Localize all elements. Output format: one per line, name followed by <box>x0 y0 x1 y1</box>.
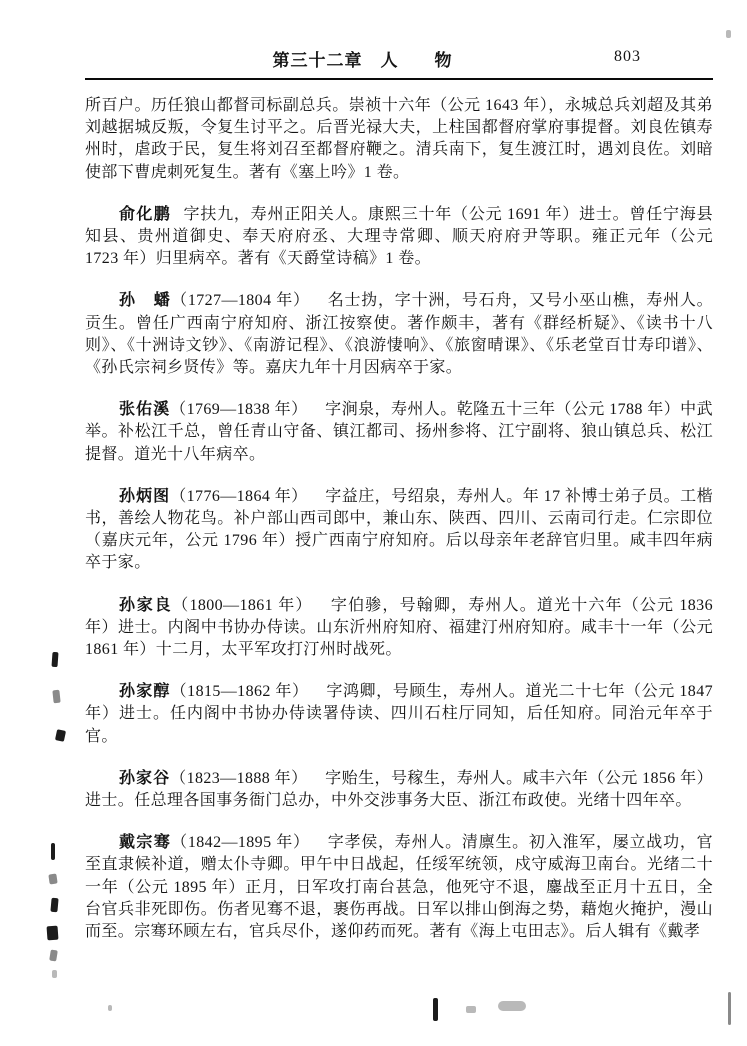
entry-text: 字孝侯，寿州人。清廪生。初入淮军，屡立战功，官至直隶候补道，赠太仆寺卿。甲午中日战起，任绥军统领，戍守威海卫南台。光绪二十一年（公元 1895 年）正月，日军攻打南台甚急，他死守不退，鏖战至正月十五日，全台官兵非死即伤。伤者见骞不退，裹伤再战。日军以排山倒海之势，藉炮火掩护，漫山而至。宗骞环顾左右，官兵尽仆，遂仰药而死。著有《海上屯田志》。后人辑有《戴孝 <box>85 834 713 941</box>
entry-years: （1815—1862 年） <box>170 683 309 701</box>
entry-paragraph-sunbingtu <box>85 486 713 575</box>
entry-name: 孙家醇 <box>119 683 171 701</box>
entry-years: （1800—1861 年） <box>172 596 313 614</box>
entry-years: （1823—1888 年） <box>170 769 308 787</box>
paragraph-text: 所百户。历任狼山都督司标副总兵。崇祯十六年（公元 1643 年），永城总兵刘超及其弟刘越据城反叛，令复生讨平之。后晋光禄大夫，上柱国都督府掌府事提督。刘良佐镇寿州时，虐政于民，复生将刘召至都督府鞭之。清兵南下，复生渡江时，遇刘良佐。刘暗使部下曹虎刺死复生。著有《塞上吟》1 卷。 <box>85 97 713 181</box>
entry-name: 戴宗骞 <box>119 834 172 852</box>
scan-artifact <box>433 998 438 1021</box>
scan-artifact <box>52 970 57 978</box>
scan-artifact <box>498 1001 526 1011</box>
scan-artifact <box>52 690 60 704</box>
entry-name: 张佑溪 <box>119 401 171 419</box>
entry-paragraph-daizongqian <box>85 832 713 943</box>
entry-text: 字伯骖，号翰卿，寿州人。道光十六年（公元 1836 年）进士。内阁中书协办侍读。山东沂州府知府、福建汀州府知府。咸丰十一年（公元 1861 年）十二月，太平军攻打汀州时战死。 <box>85 596 713 659</box>
entry-name: 俞化鹏 <box>119 205 172 223</box>
entry-text: 字鸿卿，号顾生，寿州人。道光二十七年（公元 1847 年）进士。任内阁中书协办侍读署侍读、四川石柱厅同知，后任知府。同治元年卒于官。 <box>85 683 714 745</box>
entry-years: （1769—1838 年） <box>170 401 308 419</box>
entry-name: 孙 蟠 <box>119 292 172 310</box>
entry-paragraph-yuhuapeng <box>85 204 713 271</box>
scan-artifact <box>728 992 731 1025</box>
entry-name: 孙家谷 <box>119 769 171 787</box>
entry-paragraph-sunjialiang <box>85 595 713 662</box>
scan-artifact <box>55 729 66 742</box>
entry-years: （1776—1864 年） <box>170 487 308 505</box>
entry-text: 字扶九，寿州正阳关人。康熙三十年（公元 1691 年）进士。曾任宁海县知县、贵州道御史、奉天府府丞、大理寺常卿、顺天府府尹等职。雍正元年（公元 1723 年）归里病卒。著有《天爵堂诗稿》1 卷。 <box>85 205 713 268</box>
scan-artifact <box>47 926 59 941</box>
scan-artifact <box>726 30 731 38</box>
scan-artifact <box>108 1005 112 1011</box>
entry-text: 字涧泉，寿州人。乾隆五十三年（公元 1788 年）中武举。补松江千总，曾任青山守备、镇江都司、扬州参将、江宁副将、狼山镇总兵、松江提督。道光十八年病卒。 <box>85 401 713 463</box>
entry-text: 字益庄，号绍泉，寿州人。年 17 补博士弟子员。工楷书，善绘人物花鸟。补户部山西司郎中，兼山东、陕西、四川、云南司行走。仁宗即位（嘉庆元年，公元 1796 年）授广西南宁府知府。后以母亲年老辞官归里。咸丰四年病卒于家。 <box>85 487 713 572</box>
chapter-title: 第三十二章 人 物 <box>272 51 453 70</box>
text-body <box>85 95 713 943</box>
scan-artifact <box>51 652 58 667</box>
scan-artifact <box>49 950 58 962</box>
entry-name: 孙炳图 <box>119 487 171 505</box>
page-header <box>85 46 712 72</box>
entry-paragraph-sunpan <box>85 290 713 379</box>
entry-text: 字贻生，号稼生，寿州人。咸丰六年（公元 1856 年）进士。任总理各国事务衙门总办，中外交涉事务大臣、浙江布政使。光绪十四年卒。 <box>85 769 713 810</box>
entry-name: 孙家良 <box>119 596 173 614</box>
scan-artifact <box>48 873 57 884</box>
entry-text: 名士㧑，字十洲，号石舟，又号小巫山樵，寿州人。贡生。曾任广西南宁府知府、浙江按察使。著作颇丰，著有《群经析疑》、《读书十八则》、《十洲诗文钞》、《南游记程》、《浪游悽响》、《旅窗晴课》、《乐老堂百廿寿印谱》、《孙氏宗祠乡贤传》等。嘉庆九年十月因病卒于家。 <box>85 292 713 377</box>
scan-artifact <box>51 843 55 860</box>
entry-paragraph-sunjiachun <box>85 681 713 748</box>
header-rule <box>85 78 713 80</box>
entry-years: （1727—1804 年） <box>171 292 310 310</box>
entry-paragraph-sunjiagu <box>85 768 713 812</box>
scan-artifact <box>50 898 58 913</box>
page-number: 803 <box>614 48 641 65</box>
entry-years: （1842—1895 年） <box>171 834 310 852</box>
scan-artifact <box>466 1006 476 1013</box>
body-paragraph-continuation <box>85 95 713 184</box>
entry-paragraph-zhangyouxi <box>85 399 713 466</box>
